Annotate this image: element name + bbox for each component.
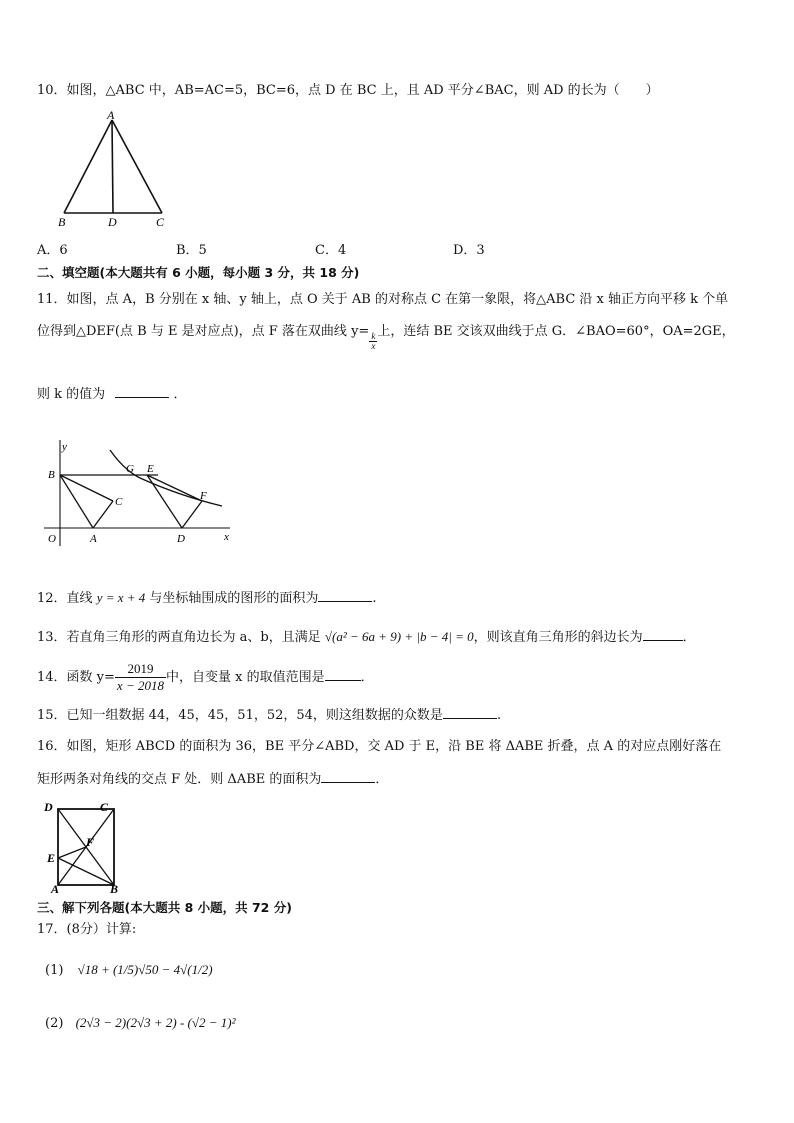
point-c-label: C	[115, 496, 123, 508]
q15-end: .	[496, 708, 502, 723]
q11-answer-blank[interactable]	[115, 385, 169, 398]
q14-answer-blank[interactable]	[325, 668, 361, 681]
q11-line2a: 位得到△DEF(点 B 与 E 是对应点)，点 F 落在双曲线 y=	[37, 324, 370, 339]
q17-part2-label: (2)	[45, 1016, 64, 1031]
q13-post: ，则该直角三角形的斜边长为	[473, 630, 643, 645]
q14-pre: 14．函数 y=	[37, 670, 115, 685]
q12-pre: 12．直线	[37, 591, 97, 606]
q10-option-b: B．5	[176, 243, 207, 258]
q10-option-d: D．3	[453, 243, 485, 258]
q17-part2-expression: (2√3 − 2)(2√3 + 2) - (√2 − 1)²	[75, 1015, 236, 1030]
label-b: B	[58, 215, 66, 229]
q11-coordinate-figure	[40, 438, 240, 550]
q13-text	[37, 628, 696, 647]
point-f-label: F	[200, 490, 207, 502]
point-o-label: O	[48, 533, 56, 545]
q12-end: .	[372, 591, 377, 606]
q10-text: 10．如图，△ABC 中，AB=AC=5，BC=6，点 D 在 BC 上，且 AD 平分∠BAC，则 AD 的长为（ ）	[37, 83, 659, 98]
q10-triangle-figure	[52, 108, 182, 230]
q17-part2	[45, 1014, 236, 1033]
q14-text	[37, 660, 374, 696]
q11-question: 则 k 的值为	[37, 387, 106, 402]
rect-label-f: F	[86, 835, 95, 849]
q12-expression: y = x + 4	[96, 590, 146, 605]
q13-expression: √(a² − 6a + 9) + |b − 4| = 0	[324, 629, 474, 644]
q11-line1: 11．如图，点 A，B 分别在 x 轴、y 轴上，点 O 关于 AB 的对称点 C 在第一象限，将△ABC 沿 x 轴正方向平移 k 个单	[37, 292, 729, 307]
q15-question: 15．已知一组数据 44，45，45，51，52，54，则这组数据的众数是	[37, 708, 443, 723]
q11-line2b: 上，连结 BE 交该双曲线于点 G．∠BAO=60°，OA=2GE，	[377, 324, 735, 339]
q16-line2	[37, 770, 388, 789]
q12-text	[37, 589, 377, 608]
q16-rectangle-figure	[38, 800, 128, 894]
q13-answer-blank[interactable]	[643, 628, 683, 641]
axis-x-label: x	[224, 531, 229, 543]
q11-frac-num: k	[371, 331, 376, 341]
rect-label-d: D	[44, 800, 53, 814]
q14-numerator: 2019	[115, 661, 166, 678]
q17-part1-expression: √18 + (1/5)√50 − 4√(1/2)	[77, 962, 213, 977]
q11-frac-den: x	[371, 341, 376, 351]
q17-head: 17．(8分）计算:	[37, 922, 137, 937]
q14-denominator: x − 2018	[116, 678, 164, 693]
rect-label-c: C	[100, 800, 109, 814]
q16-answer-blank[interactable]	[321, 770, 375, 783]
rect-label-a: A	[51, 882, 60, 894]
section3-title: 三、解下列各题(本大题共 8 小题，共 72 分)	[37, 900, 292, 915]
q12-post: 与坐标轴围成的图形的面积为	[145, 591, 319, 606]
q14-post: 中，自变量 x 的取值范围是	[165, 670, 325, 685]
q13-end: ．	[682, 630, 696, 645]
q15-answer-blank[interactable]	[443, 706, 497, 719]
q17-part1-label: (1)	[45, 963, 64, 978]
q12-answer-blank[interactable]	[318, 589, 372, 602]
label-a: A	[107, 108, 115, 122]
point-a-label: A	[90, 533, 97, 545]
rect-label-b: B	[110, 882, 119, 894]
point-g-label: G	[126, 463, 134, 475]
q16-end: ．	[375, 772, 389, 787]
q16-question: 矩形两条对角线的交点 F 处．则 ΔABE 的面积为	[37, 772, 322, 787]
q10-option-c: C．4	[315, 243, 347, 258]
rect-label-e: E	[47, 851, 56, 865]
label-d: D	[108, 215, 117, 229]
q15-text	[37, 706, 501, 725]
q11-end: ．	[173, 387, 187, 402]
q10-option-a: A．6	[37, 243, 68, 258]
q16-line1: 16．如图，矩形 ABCD 的面积为 36，BE 平分∠ABD，交 AD 于 E，沿 BE 将 ΔABE 折叠，点 A 的对应点刚好落在	[37, 739, 722, 754]
point-b-label: B	[48, 469, 55, 481]
point-d-label: D	[177, 533, 185, 545]
label-c: C	[156, 215, 165, 229]
q14-fraction	[115, 661, 166, 694]
section2-title: 二、填空题(本大题共有 6 小题，每小题 3 分，共 18 分)	[37, 265, 360, 280]
q14-end: ．	[360, 670, 374, 685]
q17-part1	[45, 961, 213, 980]
axis-y-label: y	[62, 441, 67, 453]
q11-line2	[37, 323, 735, 351]
point-e-label: E	[147, 463, 154, 475]
q11-line3	[37, 385, 186, 404]
q13-pre: 13．若直角三角形的两直角边长为 a、b，且满足	[37, 630, 325, 645]
